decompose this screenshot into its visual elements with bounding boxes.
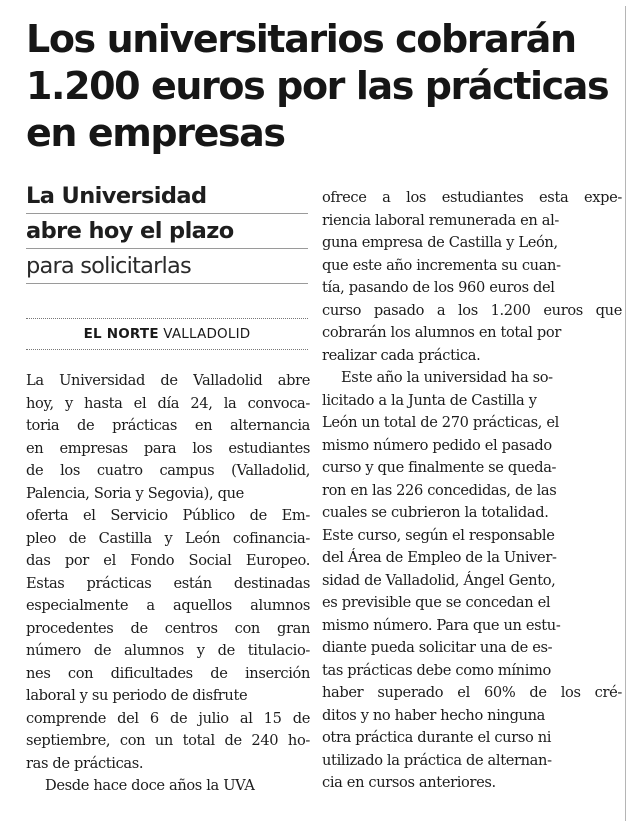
body-text-line: utilizado la práctica de alternan- [322, 751, 552, 769]
body-text-line: cuales se cubrieron la totalidad. [322, 504, 549, 521]
headline-line: 1.200 euros por las prácticas [26, 64, 609, 108]
body-text-line: ditos y no haber hecho ninguna [322, 706, 546, 724]
body-text-line: ron en las 226 concedidas, de las [322, 481, 557, 499]
body-text-line: Este año la universidad ha so- [341, 369, 553, 386]
body-text-line: mismo número pedido el pasado [322, 436, 552, 454]
body-text-line: que este año incrementa su cuan- [322, 256, 561, 274]
body-text-line: cia en cursos anteriores. [322, 774, 496, 791]
body-column-right [322, 187, 622, 795]
body-text-line: cobrarán los alumnos en total por [322, 324, 561, 341]
body-text-line: das por el Fondo Social Europeo. [26, 552, 310, 569]
byline-city: VALLADOLID [163, 326, 251, 342]
body-text-line: es previsible que se concedan el [322, 594, 551, 611]
subhead-line: La Universidad [26, 179, 308, 214]
body-text-line: haber superado el 60% de los cré- [322, 684, 622, 701]
byline-top-rule [26, 318, 308, 319]
headline-line: Los universitarios cobrarán [26, 17, 576, 61]
body-text-line: sidad de Valladolid, Ángel Gento, [322, 571, 556, 589]
body-text-line: tía, pasando de los 960 euros del [322, 279, 555, 296]
body-text-line: procedentes de centros con gran [26, 619, 310, 637]
body-text-line: del Área de Empleo de la Univer- [322, 549, 557, 566]
byline-bottom-rule [26, 349, 308, 350]
byline [26, 321, 308, 347]
headline-line: en empresas [26, 111, 285, 155]
body-text-line: otra práctica durante el curso ni [322, 729, 552, 746]
body-text-line: ofrece a los estudiantes esta expe- [322, 189, 622, 206]
body-text-line: especialmente a aquellos alumnos [26, 597, 310, 614]
body-text-line: hoy, y hasta el día 24, la convoca- [26, 394, 310, 412]
body-text-line: diante pueda solicitar una de es- [322, 639, 553, 656]
body-text-line: septiembre, con un total de 240 ho- [26, 732, 310, 749]
body-text-line: en empresas para los estudiantes [26, 439, 310, 457]
body-text-line: licitado a la Junta de Castilla y [322, 391, 537, 409]
body-text-line: laboral y su periodo de disfrute [26, 687, 248, 704]
body-text-line: número de alumnos y de titulacio- [26, 642, 310, 659]
byline-paper: EL NORTE [83, 326, 159, 342]
body-text-line: guna empresa de Castilla y León, [322, 234, 558, 251]
body-text-line: comprende del 6 de julio al 15 de [26, 709, 310, 727]
subhead-line: abre hoy el plazo [26, 214, 308, 249]
body-text-line: ras de prácticas. [26, 754, 144, 772]
subheadline [26, 179, 308, 284]
body-text-line: pleo de Castilla y León cofinancia- [26, 529, 310, 547]
body-text-line: Palencia, Soria y Segovia), que [26, 484, 244, 502]
body-text-line: curso pasado a los 1.200 euros que [322, 301, 622, 319]
body-text-line: nes con dificultades de inserción [26, 664, 310, 682]
body-text-line: toria de prácticas en alternancia [26, 417, 310, 434]
body-text-line: tas prácticas debe como mínimo [322, 661, 551, 679]
body-text-line: Estas prácticas están destinadas [26, 574, 310, 592]
body-text-line: riencia laboral remunerada en al- [322, 211, 560, 229]
body-text-line: oferta el Servicio Público de Em- [26, 507, 310, 524]
body-column-left [26, 370, 310, 798]
body-text-line: curso y que finalmente se queda- [322, 459, 557, 476]
body-text-line: Desde hace doce años la UVA [45, 777, 255, 794]
body-text-line: realizar cada práctica. [322, 346, 481, 364]
body-text-line: La Universidad de Valladolid abre [26, 372, 310, 389]
body-text-line: Este curso, según el responsable [322, 526, 555, 544]
headline [26, 16, 626, 157]
subhead-line: para solicitarlas [26, 249, 308, 284]
body-text-line: de los cuatro campus (Valladolid, [26, 462, 310, 479]
body-text-line: mismo número. Para que un estu- [322, 616, 561, 634]
body-text-line: León un total de 270 prácticas, el [322, 414, 559, 431]
